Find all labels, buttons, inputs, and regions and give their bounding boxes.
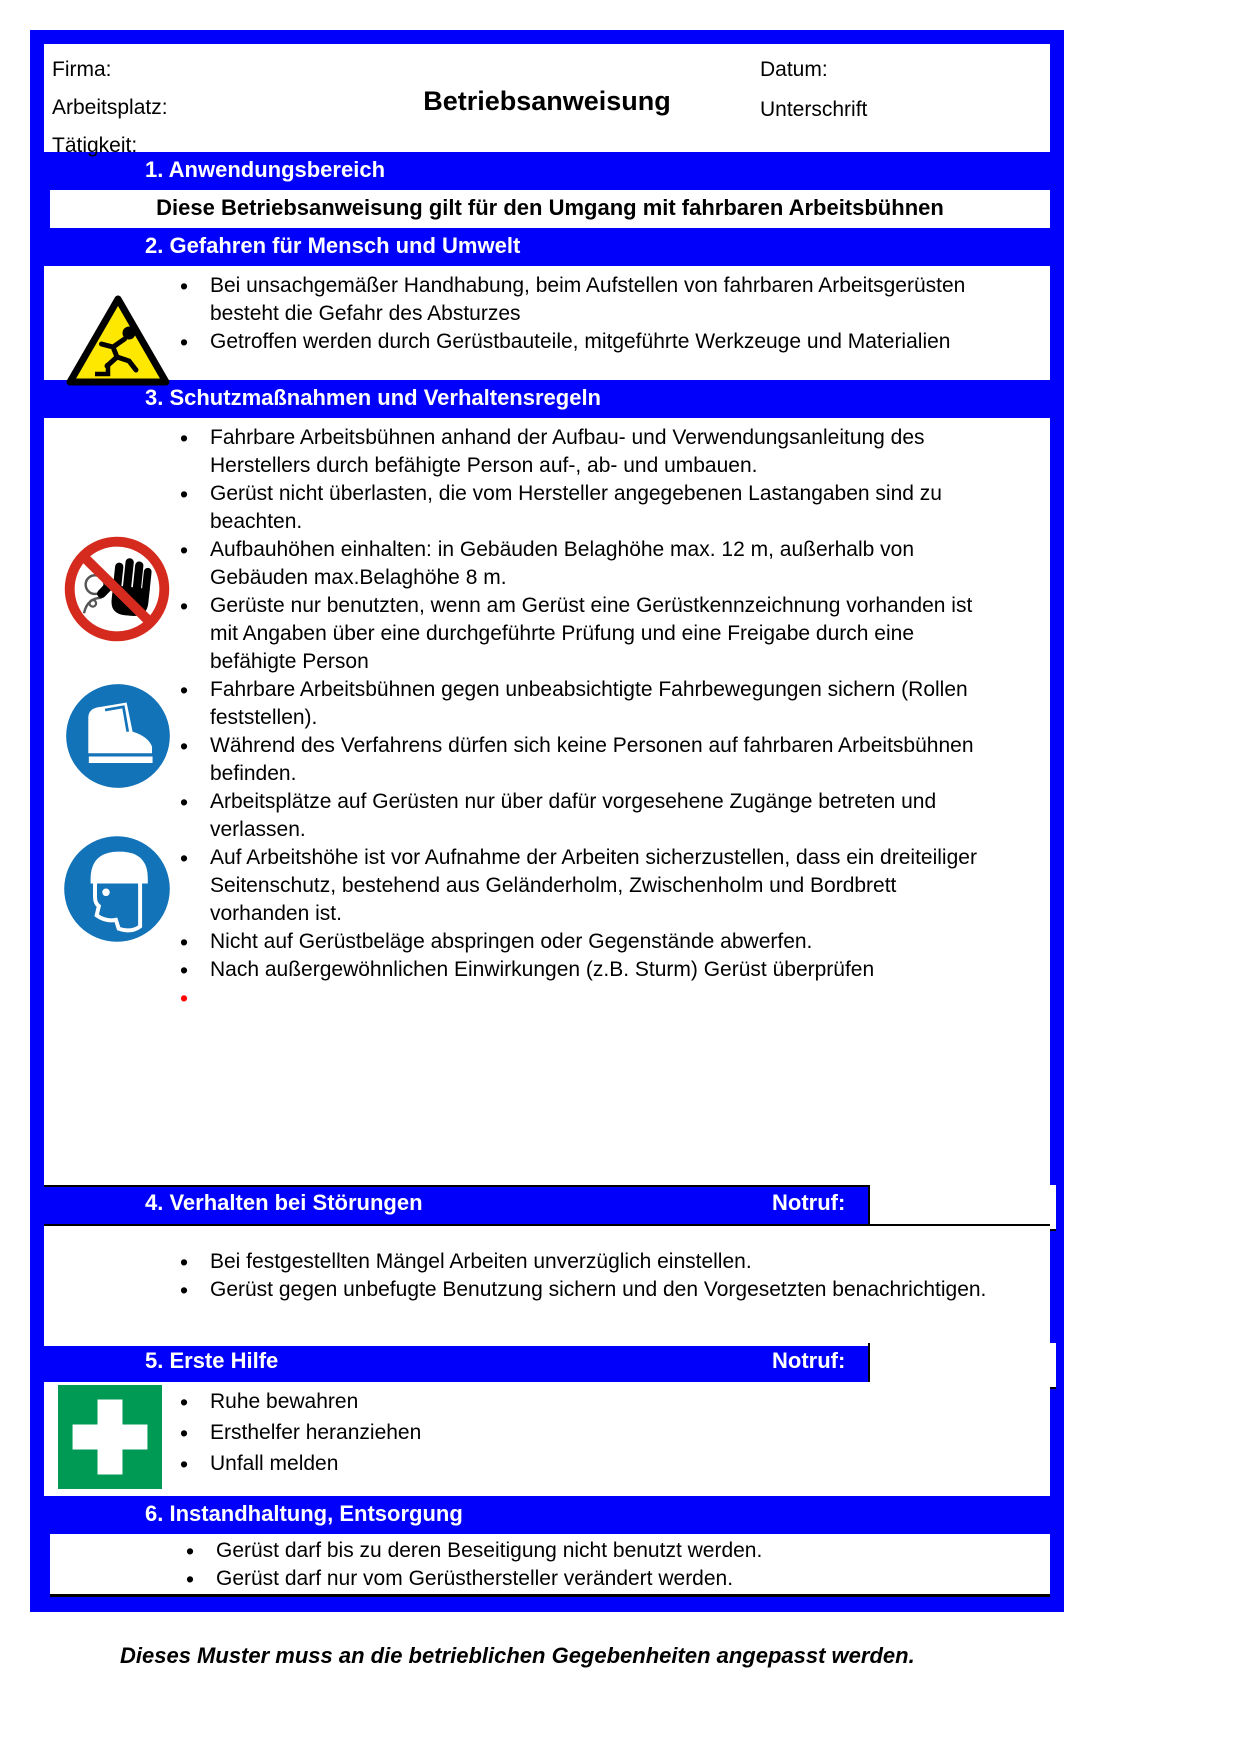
malfunction-list [44, 1226, 1050, 1304]
page-title: Betriebsanweisung [423, 86, 671, 116]
first-aid-cross-icon [58, 1385, 162, 1489]
list-item: • Gerüste nur benutzten, wenn am Gerüst eine Gerüstkennzeichnung vorhanden ist mit Angaben über eine durchgeführte Prüfung und eine Freigabe durch eine befähigte Person [164, 592, 990, 676]
section-1-content [50, 190, 1050, 228]
maintenance-list [50, 1534, 1050, 1593]
taetigkeit-label: Tätigkeit: [52, 134, 138, 157]
list-item: • Auf Arbeitshöhe ist vor Aufnahme der Arbeiten sicherzustellen, dass ein dreiteiliger Seitenschutz, bestehend aus Geländerholm, Zwischenholm und Bordbrett vorhanden ist. [164, 844, 990, 928]
hazard-list [44, 266, 1050, 356]
datum-field[interactable] [844, 56, 1034, 82]
firma-label: Firma: [52, 58, 112, 81]
list-item: • Gerüst darf bis zu deren Beseitigung nicht benutzt werden. [170, 1537, 990, 1565]
list-item: • Während des Verfahrens dürfen sich keine Personen auf fahrbaren Arbeitsbühnen befinden. [164, 732, 990, 788]
list-item: • Ersthelfer heranziehen [164, 1419, 990, 1447]
list-item: • Nach außergewöhnlichen Einwirkungen (z.B. Sturm) Gerüst überprüfen [164, 956, 990, 984]
section-6-header: 6. Instandhaltung, Entsorgung [145, 1501, 463, 1526]
list-item: • Nicht auf Gerüstbeläge abspringen oder Gegenstände abwerfen. [164, 928, 990, 956]
section-3-content [44, 418, 1050, 1187]
list-item: • Getroffen werden durch Gerüstbauteile, mitgeführte Werkzeuge und Materialien [164, 328, 990, 356]
list-item: • Gerüst darf nur vom Gerüsthersteller verändert werden. [170, 1565, 990, 1593]
protective-measures-list [44, 418, 1050, 1012]
first-aid-list [44, 1382, 1050, 1478]
list-item: • Unfall melden [164, 1450, 990, 1478]
list-item: • Fahrbare Arbeitsbühnen anhand der Aufbau- und Verwendungsanleitung des Herstellers durch befähigte Person auf-, ab- und umbauen. [164, 424, 990, 480]
scope-statement: Diese Betriebsanweisung gilt für den Umgang mit fahrbaren Arbeitsbühnen [156, 195, 944, 220]
list-item: • Bei festgestellten Mängel Arbeiten unverzüglich einstellen. [164, 1248, 990, 1276]
list-item: • Fahrbare Arbeitsbühnen gegen unbeabsichtigte Fahrbewegungen sichern (Rollen feststellen). [164, 676, 990, 732]
no-unauthorized-access-icon [62, 534, 172, 644]
falling-hazard-warning-icon [66, 294, 170, 388]
datum-label: Datum: [760, 58, 828, 81]
list-item: • Arbeitsplätze auf Gerüsten nur über dafür vorgesehene Zugänge betreten und verlassen. [164, 788, 990, 844]
notruf-label-s5: Notruf: [772, 1348, 846, 1373]
taetigkeit-field[interactable] [164, 132, 434, 158]
firma-field[interactable] [134, 56, 434, 82]
empty-red-bullet [164, 984, 990, 1012]
notruf-label-s4: Notruf: [772, 1190, 846, 1215]
section-4-header: 4. Verhalten bei Störungen [145, 1190, 423, 1215]
list-item: • Gerüst nicht überlasten, die vom Hersteller angegebenen Lastangaben sind zu beachten. [164, 480, 990, 536]
list-item: • Aufbauhöhen einhalten: in Gebäuden Belaghöhe max. 12 m, außerhalb von Gebäuden max.Belaghöhe 8 m. [164, 536, 990, 592]
section-5-content [44, 1382, 1050, 1496]
section-5-header: 5. Erste Hilfe [145, 1348, 279, 1373]
list-item: • Gerüst gegen unbefugte Benutzung sichern und den Vorgesetzten benachrichtigen. [164, 1276, 990, 1304]
header-box [44, 44, 1050, 157]
section-4-content [44, 1224, 1050, 1346]
section-6-content [50, 1534, 1050, 1597]
section-2-header: 2. Gefahren für Mensch und Umwelt [145, 233, 521, 258]
unterschrift-label: Unterschrift [760, 98, 868, 121]
blue-frame [30, 30, 1064, 1612]
section-1-header: 1. Anwendungsbereich [145, 157, 386, 182]
section-2-content [44, 266, 1050, 380]
footer-note: Dieses Muster muss an die betrieblichen Gegebenheiten angepasst werden. [120, 1643, 915, 1668]
wear-safety-boots-icon [64, 682, 172, 790]
list-item: • Ruhe bewahren [164, 1388, 990, 1416]
wear-safety-helmet-icon [62, 834, 172, 944]
section-3-header: 3. Schutzmaßnahmen und Verhaltensregeln [145, 385, 601, 410]
arbeitsplatz-label: Arbeitsplatz: [52, 96, 168, 119]
list-item: • Bei unsachgemäßer Handhabung, beim Aufstellen von fahrbaren Arbeitsgerüsten besteht die Gefahr des Absturzes [164, 272, 990, 328]
